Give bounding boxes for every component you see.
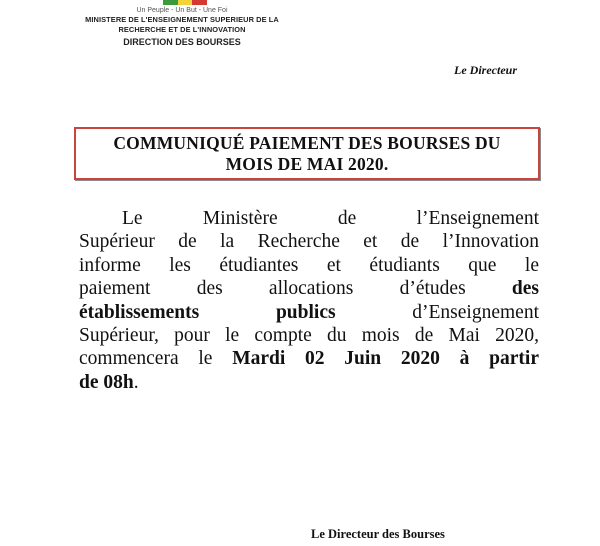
communique-body bbox=[79, 207, 539, 394]
body-line-2: Supérieur de la Recherche et de l’Innovation bbox=[79, 231, 539, 253]
title-line2: MOIS DE MAI 2020. bbox=[225, 153, 389, 174]
flag-red-stripe bbox=[192, 0, 207, 5]
title-line1: COMMUNIQUÉ PAIEMENT DES BOURSES DU bbox=[113, 132, 501, 153]
national-motto: Un Peuple - Un But - Une Foi bbox=[136, 7, 228, 14]
body-line-8-text: . bbox=[133, 371, 139, 393]
flag-green-stripe bbox=[163, 0, 178, 5]
body-line-6: Supérieur, pour le compte du mois de Mai 2020, bbox=[79, 325, 539, 347]
body-line-4-bold: des bbox=[511, 278, 539, 300]
body-line-5 bbox=[79, 301, 539, 324]
body-line-7-bold: Mardi 02 Juin 2020 à partir bbox=[232, 348, 539, 370]
ministry-name-line2: RECHERCHE ET DE L'INNOVATION bbox=[118, 25, 246, 34]
body-line-3: informe les étudiantes et étudiants que le bbox=[79, 254, 539, 276]
body-line-5-text: d’Enseignement bbox=[335, 301, 539, 323]
body-line-7-text: commencera le bbox=[79, 348, 233, 370]
body-line-5-bold: établissements publics bbox=[79, 301, 336, 323]
body-line-1: Le Ministère de l’Enseignement bbox=[122, 208, 539, 229]
body-line-8 bbox=[79, 371, 539, 394]
body-line-8-bold: de 08h bbox=[79, 371, 134, 393]
director-heading: Le Directeur bbox=[454, 63, 517, 77]
body-line-4-text: paiement des allocations d’études bbox=[79, 278, 512, 300]
senegal-flag bbox=[163, 0, 207, 5]
letterhead bbox=[62, 6, 302, 48]
ministry-name-line1: MINISTERE DE L'ENSEIGNEMENT SUPERIEUR DE LA bbox=[85, 15, 279, 24]
body-line-4 bbox=[79, 277, 539, 300]
communique-title bbox=[113, 133, 500, 175]
direction-name: DIRECTION DES BOURSES bbox=[123, 37, 241, 47]
flag-yellow-stripe bbox=[178, 0, 193, 5]
body-line-7 bbox=[79, 347, 539, 370]
signature-title: Le Directeur des Bourses bbox=[311, 527, 445, 541]
communique-title-box bbox=[74, 127, 540, 180]
